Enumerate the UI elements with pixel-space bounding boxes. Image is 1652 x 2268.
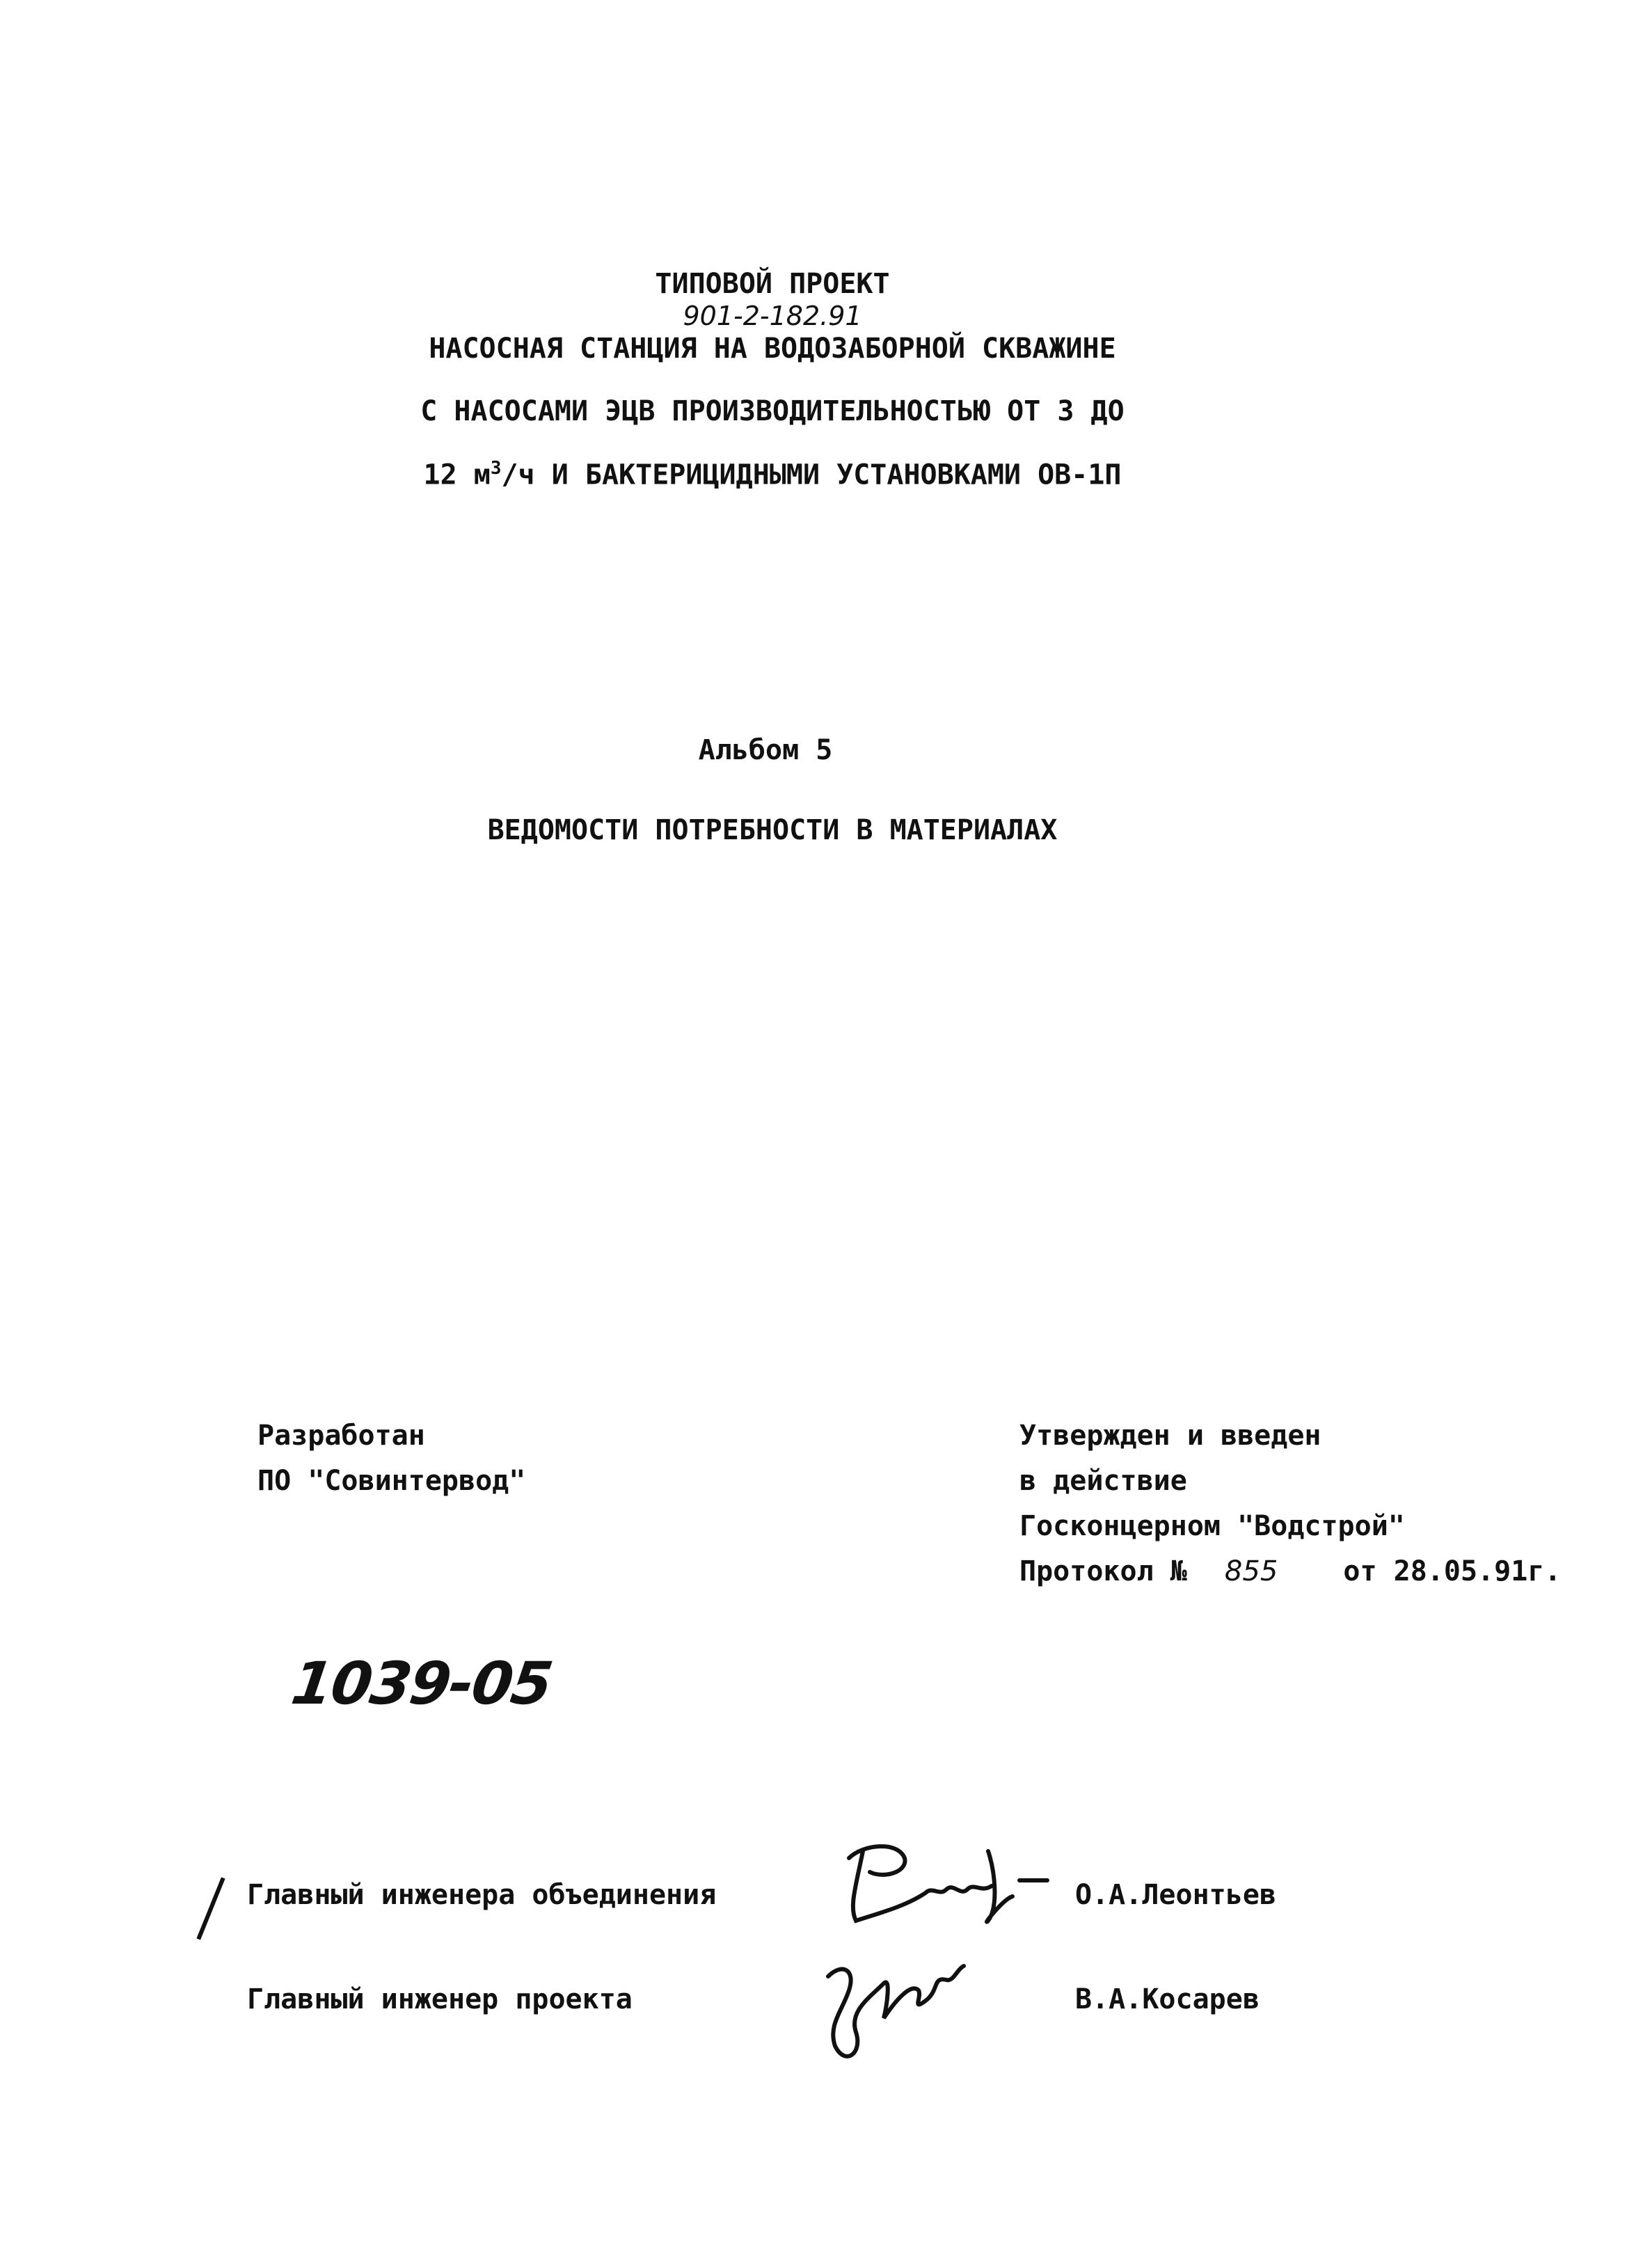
signature-2-image xyxy=(807,1935,988,2074)
signature-name-1: О.А.Леонтьев xyxy=(1075,1879,1276,1911)
protocol-date: от 28.05.91г. xyxy=(1343,1555,1562,1587)
signature-role-1: Главный инженера объединения xyxy=(247,1879,717,1911)
developed-label: Разработан xyxy=(257,1420,425,1452)
approved-protocol xyxy=(1019,1555,1561,1587)
signature-slash-mark xyxy=(196,1877,225,1940)
approved-line-2: в действие xyxy=(1019,1465,1187,1497)
signature-name-2: В.А.Косарев xyxy=(1075,1983,1260,2015)
protocol-label: Протокол № xyxy=(1019,1555,1187,1587)
cubic-superscript: 3 xyxy=(490,458,502,479)
album-label: Альбом 5 xyxy=(698,734,833,766)
developed-organization: ПО "Совинтервод" xyxy=(257,1465,526,1497)
project-name-line-3-suffix: /ч И БАКТЕРИЦИДНЫМИ УСТАНОВКАМИ ОВ-1П xyxy=(501,459,1122,491)
album-subtitle: ВЕДОМОСТИ ПОТРЕБНОСТИ В МАТЕРИАЛАХ xyxy=(487,814,1058,846)
signature-role-2: Главный инженер проекта xyxy=(247,1983,633,2015)
project-number: 901-2-182.91 xyxy=(683,301,862,331)
doc-type-title: ТИПОВОЙ ПРОЕКТ xyxy=(655,268,890,300)
project-name-line-3-prefix: 12 м xyxy=(423,459,491,491)
project-name-line-1: НАСОСНАЯ СТАНЦИЯ НА ВОДОЗАБОРНОЙ СКВАЖИНЕ xyxy=(429,333,1116,365)
approved-line-1: Утвержден и введен xyxy=(1019,1420,1321,1452)
protocol-number: 855 xyxy=(1224,1555,1278,1587)
approved-line-3: Госконцерном "Водстрой" xyxy=(1019,1510,1405,1542)
project-name-line-2: С НАСОСАМИ ЭЦВ ПРОИЗВОДИТЕЛЬНОСТЬЮ ОТ 3 ДО xyxy=(420,395,1125,427)
signature-1-image xyxy=(821,1830,1051,1949)
project-name-line-3 xyxy=(264,458,1280,491)
archive-number: 1039-05 xyxy=(287,1649,556,1718)
